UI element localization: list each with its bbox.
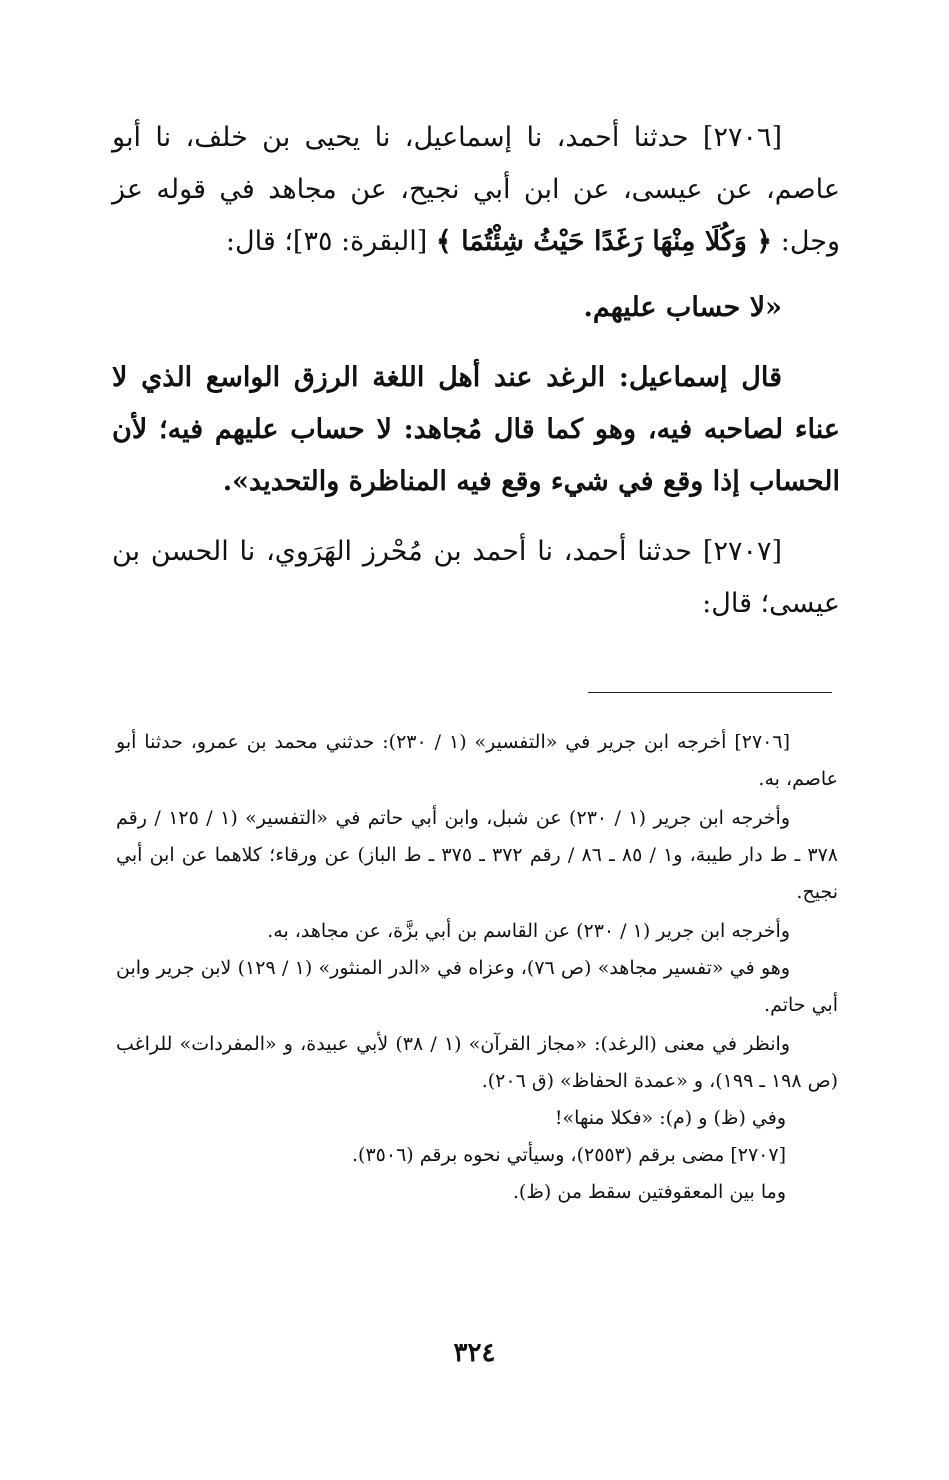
footnotes xyxy=(116,724,838,1211)
page-number: ٣٢٤ xyxy=(453,1338,496,1368)
hadith-2707-paragraph: [٢٧٠٧] حدثنا أحمد، نا أحمد بن مُحْرز الهَرَوي، نا الحسن بن عيسى؛ قال: xyxy=(112,536,840,619)
footnote-2707-a: [٢٧٠٧] مضى برقم (٢٥٥٣)، وسيأتي نحوه برقم (٣٥٠٦). xyxy=(352,1144,786,1166)
footnote-2706-f: وفي (ظ) و (م): «فكلا منها»! xyxy=(554,1107,786,1129)
footnote-2706-b: وأخرجه ابن جرير (١ / ٢٣٠) عن شبل، وابن أبي حاتم في «التفسير» (١ / ١٢٥ / رقم ٣٧٨ ـ ط دار طيبة، و١ / ٨٥ ـ ٨٦ / رقم ٣٧٢ ـ ٣٧٥ ـ ط الباز) عن ورقاء؛ كلاهما عن ابن أبي نجيح. xyxy=(116,807,838,903)
hadith-2706-text: «لا حساب عليهم. xyxy=(583,292,782,323)
quran-verse: ﴿ وَكُلَا مِنْهَا رَغَدًا حَيْثُ شِئْتُمَا ﴾ xyxy=(435,226,773,257)
footnote-2707-b: وما بين المعقوفتين سقط من (ظ). xyxy=(512,1181,786,1203)
ismail-commentary: قال إسماعيل: الرغد عند أهل اللغة الرزق الواسع الذي لا عناء لصاحبه فيه، وهو كما قال مُجاهد: لا حساب عليهم فيه؛ لأن الحساب إذا وقع في شيء وقع فيه المناظرة والتحديد». xyxy=(112,362,840,497)
footnote-separator xyxy=(588,692,832,693)
footnote-2706-e: وانظر في معنى (الرغد): «مجاز القرآن» (١ / ٣٨) لأبي عبيدة، و «المفردات» للراغب (ص ١٩٨ ـ ١٩٩)، و «عمدة الحفاظ» (ق ٢٠٦). xyxy=(116,1033,838,1092)
footnote-2706-a: [٢٧٠٦] أخرجه ابن جرير في «التفسير» (١ / ٢٣٠): حدثني محمد بن عمرو، حدثنا أبو عاصم، به. xyxy=(116,731,838,790)
footnote-2706-d: وهو في «تفسير مجاهد» (ص ٧٦)، وعزاه في «الدر المنثور» (١ / ١٢٩) لابن جرير وابن أبي حاتم. xyxy=(116,957,838,1016)
hadith-2706-chain: [٢٧٠٦] حدثنا أحمد، نا إسماعيل، نا يحيى بن خلف، نا أبو عاصم، عن عيسى، عن ابن أبي نجيح، عن مجاهد في قوله عز وجل: xyxy=(112,122,840,257)
footnote-2706-c: وأخرجه ابن جرير (١ / ٢٣٠) عن القاسم بن أبي بزَّة، عن مجاهد، به. xyxy=(267,920,790,942)
quran-reference: [البقرة: ٣٥]؛ قال: xyxy=(225,226,428,257)
hadith-2706-paragraph xyxy=(112,112,840,268)
main-text xyxy=(112,112,840,630)
